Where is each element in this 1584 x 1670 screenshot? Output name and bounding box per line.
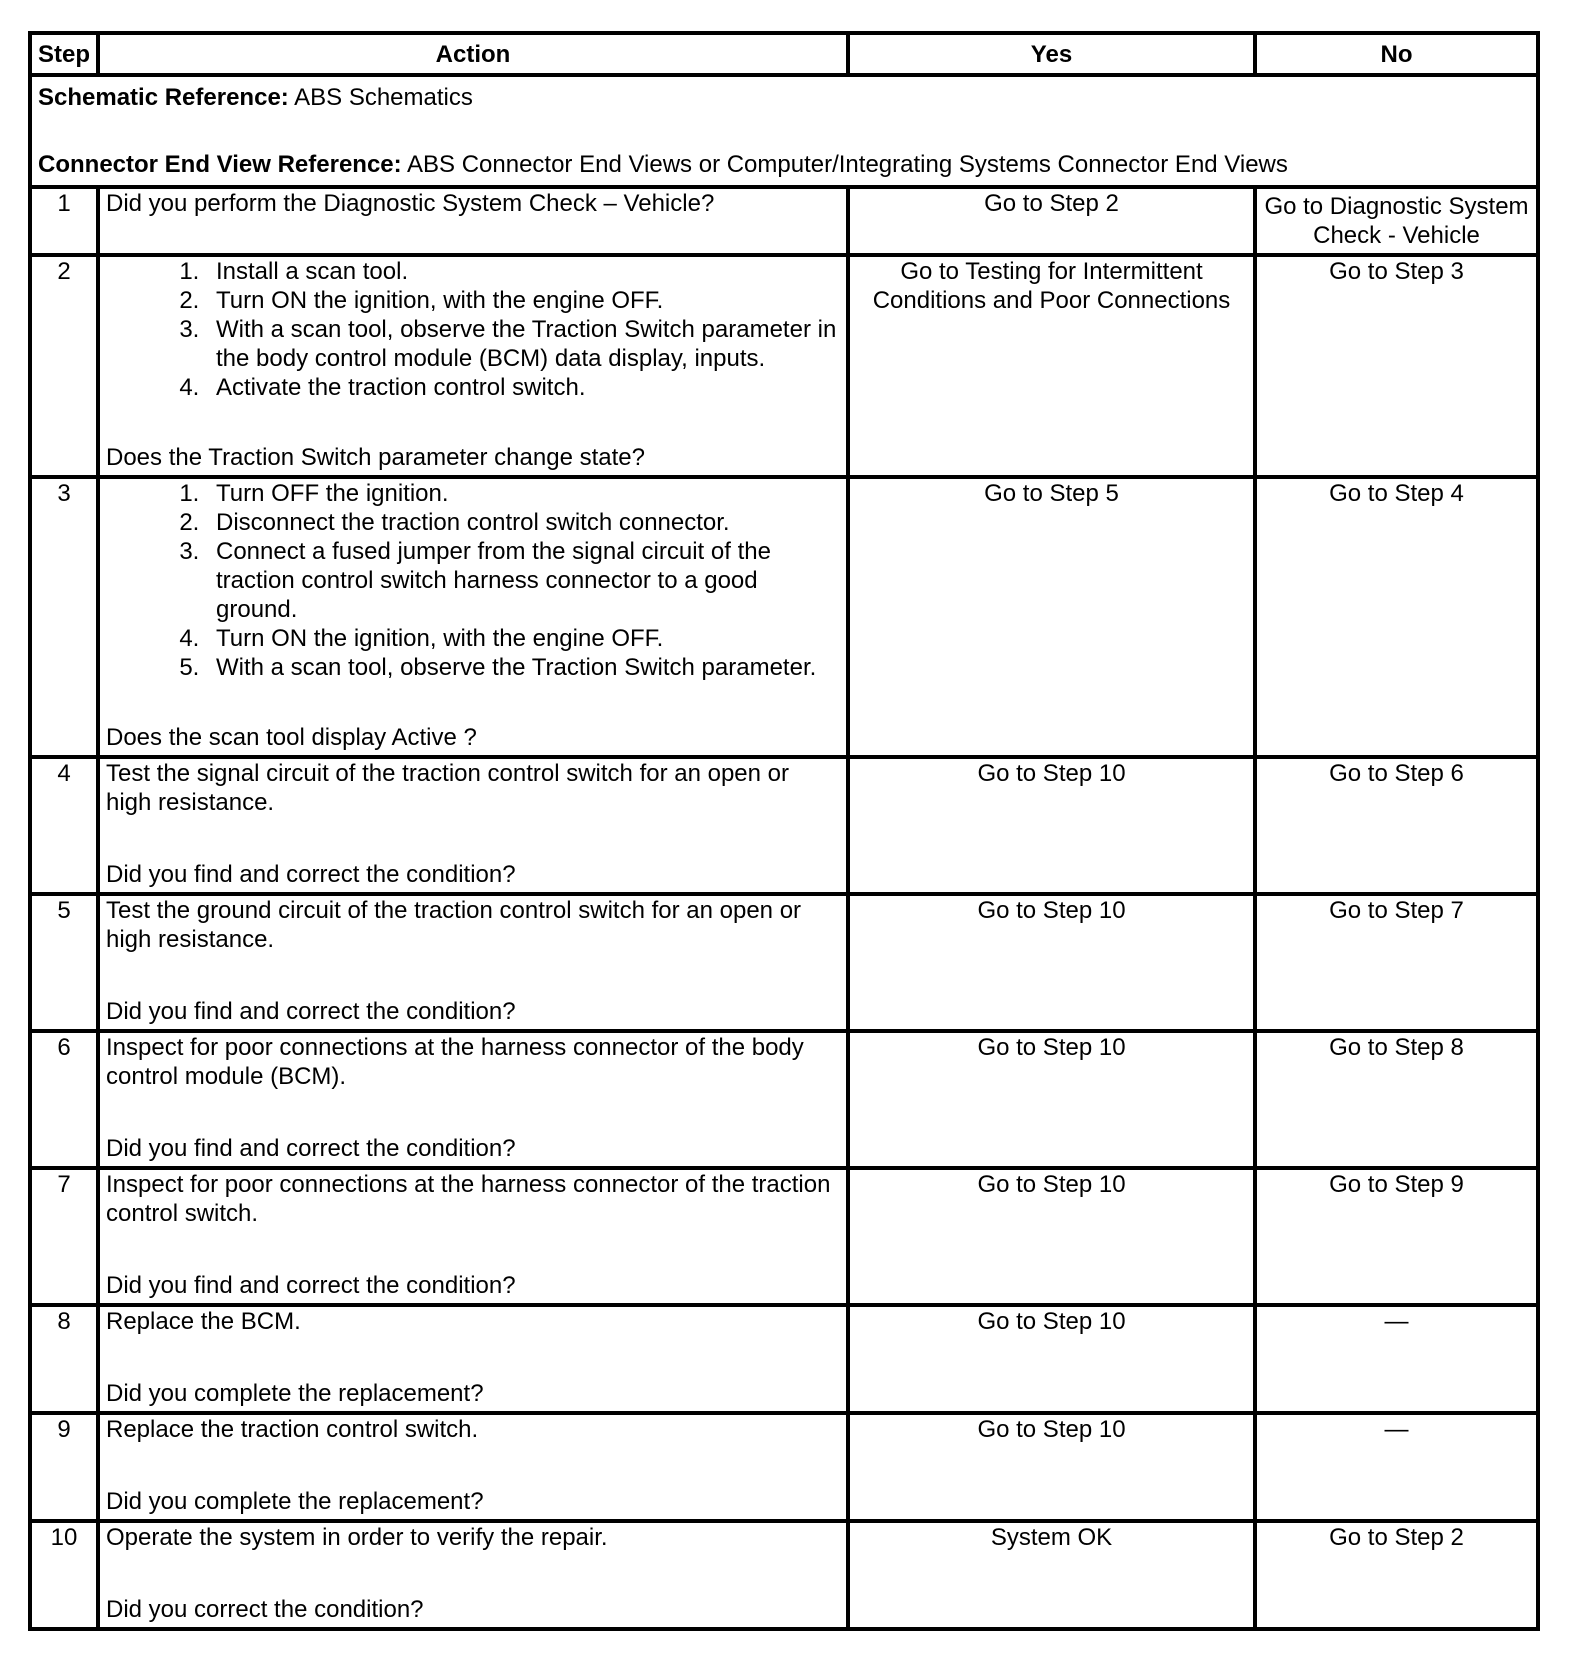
step-no: Go to Step 4 xyxy=(1255,477,1538,757)
step-no: — xyxy=(1255,1305,1538,1413)
step-question: Did you find and correct the condition? xyxy=(106,861,516,888)
step-action xyxy=(98,1305,848,1413)
step-yes: Go to Step 10 xyxy=(848,894,1255,1031)
step-intro: Test the signal circuit of the traction control switch for an open or high resistance. xyxy=(106,760,790,816)
step-number: 2 xyxy=(30,255,98,477)
step-no: — xyxy=(1255,1413,1538,1521)
substep: 2. Turn ON the ignition, with the engine OFF. xyxy=(206,286,840,315)
step-number: 6 xyxy=(30,1031,98,1168)
step-no: Go to Step 2 xyxy=(1255,1521,1538,1629)
schematic-reference xyxy=(38,83,1530,112)
step-yes: Go to Step 2 xyxy=(848,187,1255,255)
substep: 1. Turn OFF the ignition. xyxy=(206,479,840,508)
step-action xyxy=(98,187,848,255)
substep-list xyxy=(106,479,840,682)
table-row xyxy=(30,1413,1538,1521)
table-row xyxy=(30,255,1538,477)
step-no: Go to Diagnostic System Check - Vehicle xyxy=(1255,187,1538,255)
step-intro: Inspect for poor connections at the harness connector of the body control module (BCM). xyxy=(106,1034,804,1090)
table-row xyxy=(30,477,1538,757)
substep: 2. Disconnect the traction control switch connector. xyxy=(206,508,840,537)
step-number: 4 xyxy=(30,757,98,894)
step-question: Did you complete the replacement? xyxy=(106,1488,484,1515)
step-action xyxy=(98,894,848,1031)
step-question: Does the Traction Switch parameter change state? xyxy=(106,444,645,471)
step-number: 7 xyxy=(30,1168,98,1305)
step-yes: Go to Testing for Intermittent Conditions and Poor Connections xyxy=(848,255,1255,477)
step-intro: Replace the traction control switch. xyxy=(106,1416,479,1443)
step-action xyxy=(98,477,848,757)
step-action xyxy=(98,1413,848,1521)
table-row xyxy=(30,1521,1538,1629)
diagnostic-table xyxy=(28,31,1540,1631)
reference-cell xyxy=(30,75,1538,187)
substep: 3. With a scan tool, observe the Traction Switch parameter in the body control module (BCM) data display, inputs. xyxy=(206,315,840,373)
step-question: Did you complete the replacement? xyxy=(106,1380,484,1407)
table-row xyxy=(30,757,1538,894)
step-action xyxy=(98,757,848,894)
connector-reference-label: Connector End View Reference: xyxy=(38,151,402,178)
step-number: 1 xyxy=(30,187,98,255)
schematic-reference-label: Schematic Reference: xyxy=(38,84,289,111)
header-step: Step xyxy=(30,33,98,75)
step-no: Go to Step 3 xyxy=(1255,255,1538,477)
header-yes: Yes xyxy=(848,33,1255,75)
step-question: Did you correct the condition? xyxy=(106,1596,424,1623)
step-intro: Inspect for poor connections at the harness connector of the traction control switch. xyxy=(106,1171,831,1227)
step-number: 9 xyxy=(30,1413,98,1521)
step-action xyxy=(98,1168,848,1305)
schematic-reference-value: ABS Schematics xyxy=(294,84,473,111)
substep: 4. Turn ON the ignition, with the engine OFF. xyxy=(206,624,840,653)
substep: 5. With a scan tool, observe the Traction Switch parameter. xyxy=(206,653,840,682)
header-action: Action xyxy=(98,33,848,75)
step-yes: Go to Step 5 xyxy=(848,477,1255,757)
substep: 4. Activate the traction control switch. xyxy=(206,373,840,402)
connector-reference xyxy=(38,150,1530,179)
step-yes: Go to Step 10 xyxy=(848,1168,1255,1305)
header-no: No xyxy=(1255,33,1538,75)
table-row xyxy=(30,1168,1538,1305)
table-row xyxy=(30,894,1538,1031)
step-number: 8 xyxy=(30,1305,98,1413)
step-yes: Go to Step 10 xyxy=(848,757,1255,894)
step-question: Did you find and correct the condition? xyxy=(106,1135,516,1162)
step-yes: Go to Step 10 xyxy=(848,1305,1255,1413)
step-yes: Go to Step 10 xyxy=(848,1413,1255,1521)
table-row xyxy=(30,187,1538,255)
connector-reference-value: ABS Connector End Views or Computer/Integrating Systems Connector End Views xyxy=(407,151,1288,178)
table-row xyxy=(30,1031,1538,1168)
step-intro: Replace the BCM. xyxy=(106,1308,301,1335)
step-question: Did you find and correct the condition? xyxy=(106,1272,516,1299)
step-yes: System OK xyxy=(848,1521,1255,1629)
step-no: Go to Step 7 xyxy=(1255,894,1538,1031)
step-no: Go to Step 9 xyxy=(1255,1168,1538,1305)
step-yes: Go to Step 10 xyxy=(848,1031,1255,1168)
step-intro: Did you perform the Diagnostic System Check – Vehicle? xyxy=(106,190,715,217)
substep: 3. Connect a fused jumper from the signal circuit of the traction control switch harness connector to a good ground. xyxy=(206,537,840,624)
step-number: 10 xyxy=(30,1521,98,1629)
step-question: Does the scan tool display Active ? xyxy=(106,724,477,751)
step-action xyxy=(98,255,848,477)
step-no: Go to Step 6 xyxy=(1255,757,1538,894)
step-action xyxy=(98,1031,848,1168)
substep-list xyxy=(106,257,840,402)
step-question: Did you find and correct the condition? xyxy=(106,998,516,1025)
step-intro: Test the ground circuit of the traction control switch for an open or high resistance. xyxy=(106,897,802,953)
step-action xyxy=(98,1521,848,1629)
step-no: Go to Step 8 xyxy=(1255,1031,1538,1168)
substep: 1. Install a scan tool. xyxy=(206,257,840,286)
step-number: 5 xyxy=(30,894,98,1031)
step-intro: Operate the system in order to verify the repair. xyxy=(106,1524,608,1551)
header-row xyxy=(30,33,1538,75)
reference-row xyxy=(30,75,1538,187)
table-row xyxy=(30,1305,1538,1413)
step-number: 3 xyxy=(30,477,98,757)
